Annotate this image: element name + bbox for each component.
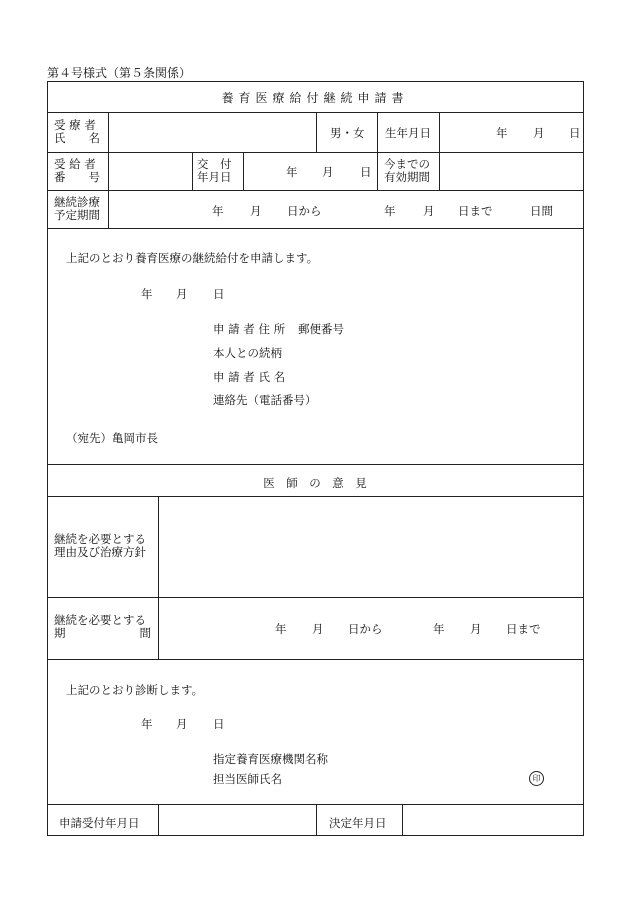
contact-label: 連絡先（電話番号） — [213, 393, 317, 407]
diagnosis-month: 月 — [176, 717, 188, 731]
form-title: 養育医療給付継続申請書 — [221, 91, 409, 105]
diagnosis-statement: 上記のとおり診断します。 — [66, 683, 204, 697]
seal-icon: 印 — [529, 771, 544, 786]
postal-code-label: 郵便番号 — [298, 322, 344, 336]
patient-name-label: 受 療 者 氏 名 — [54, 118, 100, 145]
application-statement: 上記のとおり養育医療の継続給付を申請します。 — [66, 251, 319, 265]
decision-date-field[interactable] — [404, 806, 582, 834]
continuation-from-month: 月 — [312, 622, 324, 636]
divider — [316, 112, 317, 152]
planned-from-day: 日から — [287, 204, 322, 218]
institution-label: 指定養育医療機関名称 — [213, 752, 328, 766]
dob-label: 生年月日 — [385, 126, 431, 140]
divider — [316, 804, 317, 836]
valid-period-field[interactable] — [441, 154, 582, 188]
planned-period-label: 継続診療 予定期間 — [54, 195, 100, 222]
applicant-name-label: 申 請 者 氏 名 — [213, 370, 286, 384]
divider — [108, 112, 109, 228]
addressee: （宛先）亀岡市長 — [66, 431, 158, 445]
received-date-label: 申請受付年月日 — [59, 816, 140, 830]
planned-from-year: 年 — [212, 204, 224, 218]
divider — [377, 112, 378, 190]
divider — [47, 152, 584, 153]
reason-field[interactable] — [160, 498, 582, 595]
sex-option[interactable]: 男・女 — [330, 126, 365, 140]
continuation-from-day: 日から — [348, 622, 383, 636]
valid-period-label: 今までの 有効期間 — [384, 157, 430, 184]
application-year: 年 — [141, 287, 153, 301]
continuation-period-label: 継続を必要とする 期 間 — [54, 613, 151, 640]
doctor-name-label: 担当医師氏名 — [213, 772, 282, 786]
received-date-field[interactable] — [160, 806, 314, 834]
divider — [158, 496, 159, 659]
decision-date-label: 決定年月日 — [329, 816, 387, 830]
diagnosis-year: 年 — [141, 717, 153, 731]
issue-month: 月 — [322, 165, 334, 179]
planned-days: 日間 — [530, 204, 553, 218]
planned-from-month: 月 — [250, 204, 262, 218]
issue-date-label: 交 付 年月日 — [197, 157, 232, 184]
continuation-to-day: 日まで — [506, 622, 541, 636]
divider — [439, 112, 440, 190]
application-day: 日 — [213, 287, 225, 301]
divider — [243, 152, 244, 190]
divider — [47, 190, 584, 191]
continuation-to-year: 年 — [433, 622, 445, 636]
dob-year: 年 — [496, 126, 508, 140]
application-form — [47, 81, 584, 836]
form-number: 第４号様式（第５条関係） — [47, 66, 192, 80]
continuation-from-year: 年 — [275, 622, 287, 636]
divider — [402, 804, 403, 836]
divider — [47, 228, 584, 229]
divider — [47, 597, 584, 598]
continuation-to-month: 月 — [470, 622, 482, 636]
issue-year: 年 — [286, 165, 298, 179]
divider — [47, 659, 584, 660]
divider — [47, 464, 584, 465]
application-month: 月 — [176, 287, 188, 301]
doctor-opinion-heading: 医 師 の 意 見 — [263, 476, 367, 490]
divider — [192, 152, 193, 190]
recipient-number-label: 受 給 者 番 号 — [54, 157, 100, 184]
relation-label: 本人との続柄 — [213, 346, 282, 360]
dob-month: 月 — [533, 126, 545, 140]
diagnosis-day: 日 — [213, 717, 225, 731]
planned-to-year: 年 — [384, 204, 396, 218]
dob-day: 日 — [569, 126, 581, 140]
recipient-number-field[interactable] — [110, 154, 190, 188]
patient-name-field[interactable] — [110, 114, 314, 150]
planned-to-day: 日まで — [458, 204, 493, 218]
divider — [47, 496, 584, 497]
divider — [158, 804, 159, 836]
reason-label: 継続を必要とする 理由及び治療方針 — [54, 532, 146, 559]
issue-day: 日 — [360, 165, 372, 179]
applicant-address-label: 申 請 者 住 所 — [213, 322, 286, 336]
planned-to-month: 月 — [423, 204, 435, 218]
